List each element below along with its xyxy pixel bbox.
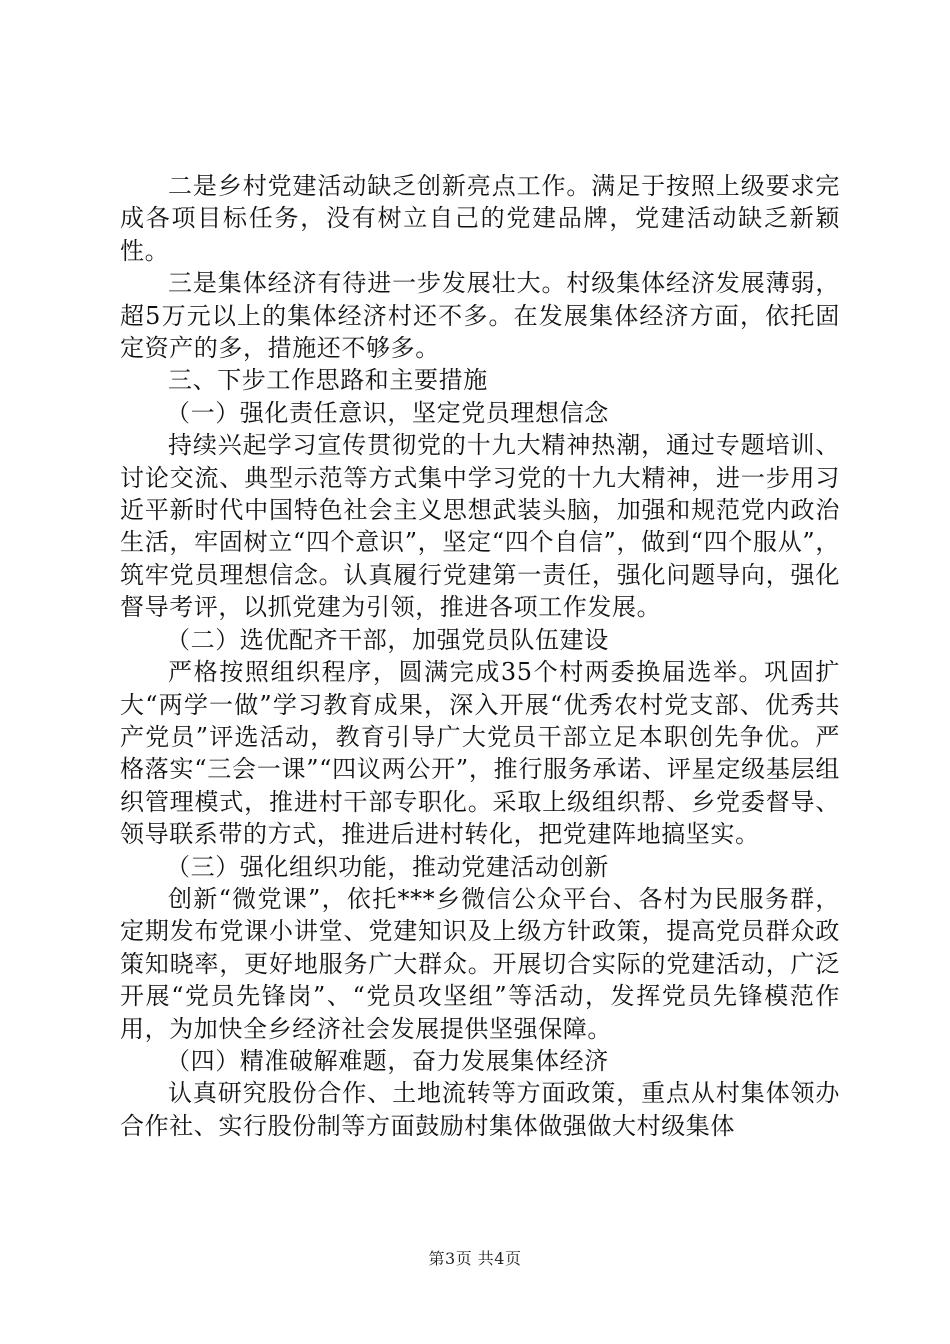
document-body: [120, 170, 840, 1142]
paragraph-measure-4: 认真研究股份合作、土地流转等方面政策，重点从村集体领办合作社、实行股份制等方面鼓励村集体做强做大村级集体: [120, 1079, 840, 1140]
page-number-footer: 第3页 共4页: [428, 1249, 522, 1268]
subheading-1: （一）强化责任意识，坚定党员理想信念: [166, 398, 609, 427]
paragraph-weakness-3: 三是集体经济有待进一步发展壮大。村级集体经济发展薄弱，超5万元以上的集体经济村还不多。在发展集体经济方面，依托固定资产的多，措施还不够多。: [120, 269, 840, 363]
paragraph-measure-3: 创新“微党课”，依托***乡微信公众平台、各村为民服务群，定期发布党课小讲堂、党建知识及上级方针政策，提高党员群众政策知晓率，更好地服务广大群众。开展切合实际的党建活动，广泛开展“党员先锋岗”、“党员攻坚组”等活动，发挥党员先锋模范作用，为加快全乡经济社会发展提供坚强保障。: [120, 884, 840, 1043]
paragraph-measure-1: 持续兴起学习宣传贯彻党的十九大精神热潮，通过专题培训、讨论交流、典型示范等方式集中学习党的十九大精神，进一步用习近平新时代中国特色社会主义思想武装头脑，加强和规范党内政治生活，牢固树立“四个意识”，坚定“四个自信”，做到“四个服从”，筑牢党员理想信念。认真履行党建第一责任，强化问题导向，强化督导考评，以抓党建为引领，推进各项工作发展。: [120, 431, 840, 622]
subheading-4: （四）精准破解难题，奋力发展集体经济: [166, 1046, 609, 1075]
paragraph-weakness-2: 二是乡村党建活动缺乏创新亮点工作。满足于按照上级要求完成各项目标任务，没有树立自己的党建品牌，党建活动缺乏新颖性。: [120, 172, 840, 265]
subheading-2: （二）选优配齐干部，加强党员队伍建设: [166, 625, 609, 654]
subheading-3: （三）强化组织功能，推动党建活动创新: [166, 852, 609, 881]
section-heading-next-steps: 三、下步工作思路和主要措施: [168, 366, 488, 395]
paragraph-measure-2: 严格按照组织程序，圆满完成35个村两委换届选举。巩固扩大“两学一做”学习教育成果，深入开展“优秀农村党支部、优秀共产党员”评选活动，教育引导广大党员干部立足本职创先争优。严格落实“三会一课”“四议两公开”，推行服务承诺、评星定级基层组织管理模式，推进村干部专职化。采取上级组织帮、乡党委督导、领导联系带的方式，推进后进村转化，把党建阵地搞坚实。: [120, 658, 840, 849]
